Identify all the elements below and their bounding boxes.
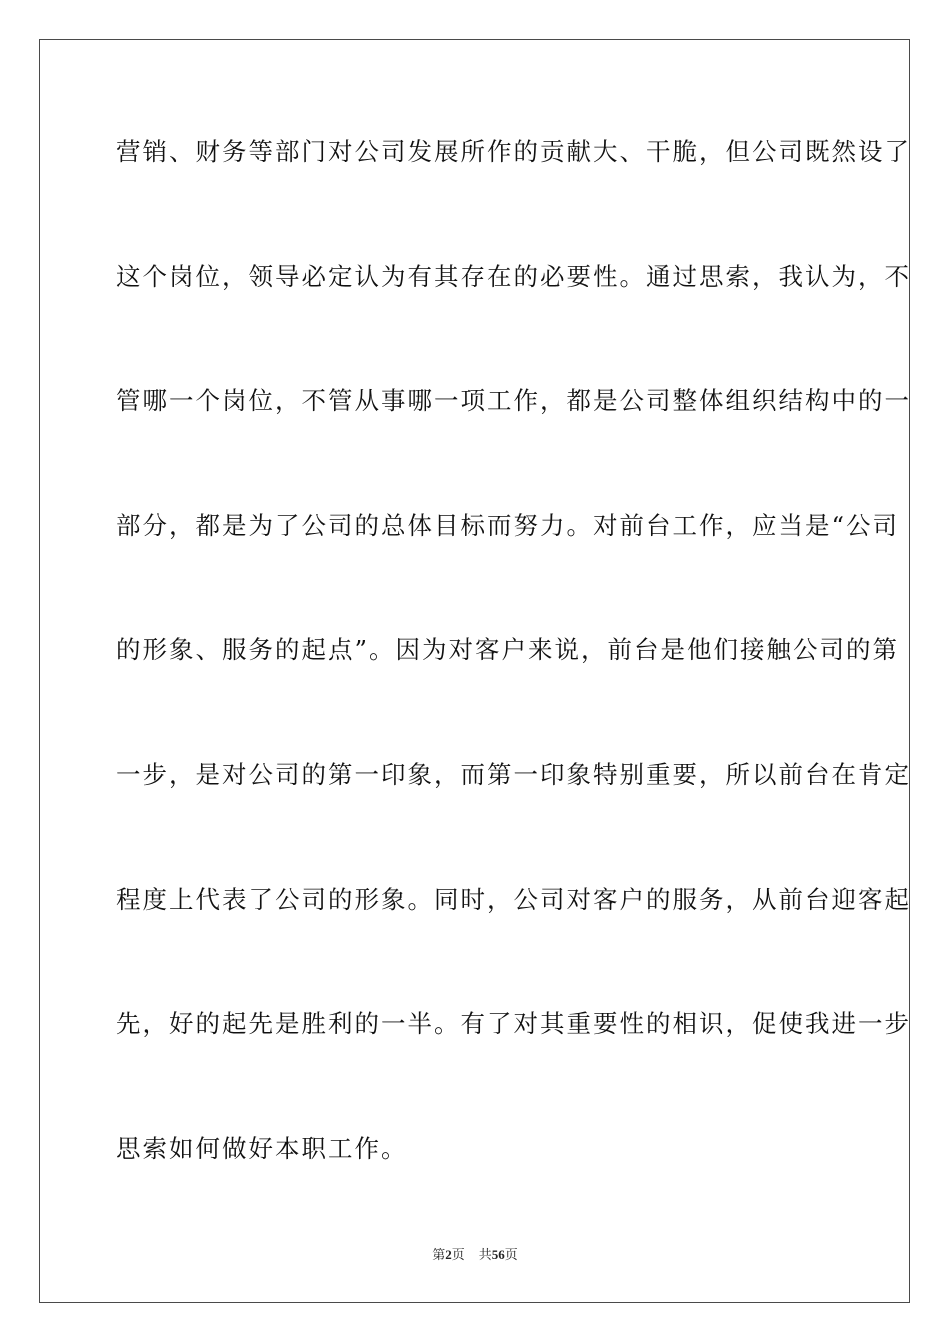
page-number: 2	[445, 1247, 452, 1262]
body-text	[116, 126, 911, 1247]
total-label-prefix: 共	[478, 1248, 492, 1263]
page-footer	[0, 1244, 950, 1263]
text-line: 管哪一个岗位，不管从事哪一项工作，都是公司整体组织结构中的一	[116, 386, 911, 416]
text-line: 一步，是对公司的第一印象，而第一印象特别重要，所以前台在肯定	[116, 759, 911, 789]
text-line: 部分，都是为了公司的总体目标而努力。对前台工作，应当是“公司	[116, 510, 900, 540]
text-line: 的形象、服务的起点”。因为对客户来说，前台是他们接触公司的第	[116, 635, 900, 665]
text-line: 这个岗位，领导必定认为有其存在的必要性。通过思索，我认为，不	[116, 261, 911, 291]
text-line: 思索如何做好本职工作。	[116, 1133, 408, 1163]
page-label-suffix: 页	[451, 1248, 465, 1263]
total-label-suffix: 页	[504, 1248, 518, 1263]
text-line: 程度上代表了公司的形象。同时，公司对客户的服务，从前台迎客起	[116, 884, 911, 914]
text-line: 先，好的起先是胜利的一半。有了对其重要性的相识，促使我进一步	[116, 1009, 911, 1039]
total-pages: 56	[491, 1247, 505, 1262]
text-line: 营销、财务等部门对公司发展所作的贡献大、干脆，但公司既然设了	[116, 137, 911, 166]
page-label-prefix: 第	[432, 1248, 446, 1263]
